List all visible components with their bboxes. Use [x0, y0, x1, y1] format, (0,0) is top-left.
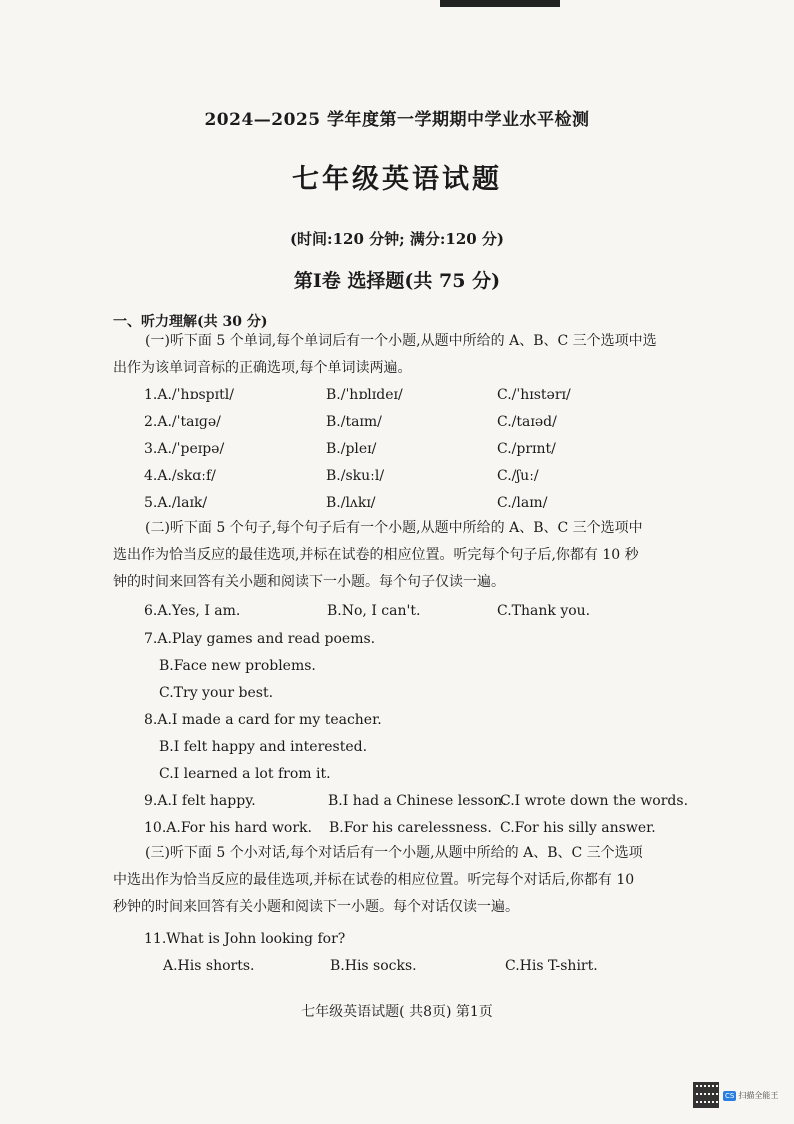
section1-instructions	[113, 328, 657, 382]
section3-instr-line1: (三)听下面 5 个小对话,每个对话后有一个小题,从题中所给的 A、B、C 三个选项	[145, 845, 643, 861]
q2-option-c: C./taɪəd/	[497, 414, 557, 430]
q6-option-b: B.No, I can't.	[327, 603, 421, 619]
q9-option-b: B.I had a Chinese lesson.	[328, 793, 507, 809]
page-footer: 七年级英语试题( 共8页) 第1页	[301, 1004, 493, 1020]
q11-option-a: A.His shorts.	[163, 958, 255, 974]
q8-option-a: 8.A.I made a card for my teacher.	[144, 712, 382, 728]
q5-option-b: B./lʌkɪ/	[326, 495, 376, 511]
q11-option-b: B.His socks.	[330, 958, 417, 974]
q3-option-a: 3.A./ˈpeɪpə/	[144, 441, 225, 457]
q8-option-c: C.I learned a lot from it.	[159, 766, 331, 782]
scanner-name: 扫描全能王	[738, 1090, 779, 1100]
scanner-watermark	[693, 1080, 785, 1110]
q3-option-b: B./pleɪ/	[326, 441, 377, 457]
q6-option-c: C.Thank you.	[497, 603, 591, 619]
q4-option-b: B./skuːl/	[326, 468, 385, 484]
section2-instr-line1: (二)听下面 5 个句子,每个句子后有一个小题,从题中所给的 A、B、C 三个选项中	[145, 520, 643, 536]
q6-option-a: 6.A.Yes, I am.	[144, 603, 241, 619]
section2-instr-line3: 钟的时间来回答有关小题和阅读下一小题。每个句子仅读一遍。	[113, 574, 505, 590]
q9-option-a: 9.A.I felt happy.	[144, 793, 256, 809]
q2-option-b: B./taɪm/	[326, 414, 382, 430]
section2-instr-line2: 选出作为恰当反应的最佳选项,并标在试卷的相应位置。听完每个句子后,你都有 10 秒	[113, 547, 639, 563]
part1-title: 一、听力理解(共 30 分)	[113, 314, 268, 330]
section3-instructions	[113, 840, 643, 921]
q2-option-a: 2.A./ˈtaɪɡə/	[144, 414, 221, 430]
exam-info: (时间:120 分钟; 满分:120 分)	[289, 230, 505, 248]
q1-option-b: B./ˈhɒlɪdeɪ/	[326, 387, 403, 403]
section3-instr-line2: 中选出作为恰当反应的最佳选项,并标在试卷的相应位置。听完每个对话后,你都有 10	[113, 872, 635, 888]
q8-option-b: B.I felt happy and interested.	[159, 739, 368, 755]
q11-option-c: C.His T-shirt.	[505, 958, 598, 974]
q5-option-a: 5.A./laɪk/	[144, 495, 208, 511]
q9-option-c: C.I wrote down the words.	[500, 793, 689, 809]
section3-instr-line3: 秒钟的时间来回答有关小题和阅读下一小题。每个对话仅读一遍。	[113, 899, 519, 915]
q10-option-c: C.For his silly answer.	[500, 820, 656, 836]
q7-option-c: C.Try your best.	[159, 685, 274, 701]
exam-title: 2024—2025 学年度第一学期期中学业水平检测	[204, 110, 590, 130]
q10-option-a: 10.A.For his hard work.	[144, 820, 312, 836]
q1-option-c: C./ˈhɪstərɪ/	[497, 387, 571, 403]
q11-stem: 11.What is John looking for?	[144, 931, 346, 947]
section1-instr-line2: 出作为该单词音标的正确选项,每个单词读两遍。	[113, 360, 412, 376]
q7-option-b: B.Face new problems.	[159, 658, 316, 674]
q3-option-c: C./prɪnt/	[497, 441, 556, 457]
volume-title: 第Ⅰ卷 选择题(共 75 分)	[293, 270, 501, 292]
q1-option-a: 1.A./ˈhɒspɪtl/	[144, 387, 234, 403]
qr-code-icon	[693, 1082, 719, 1108]
section2-instructions	[113, 515, 643, 596]
subject-title: 七年级英语试题	[292, 164, 502, 195]
scan-edge-mark	[440, 0, 560, 7]
q5-option-c: C./laɪn/	[497, 495, 548, 511]
section1-instr-line1: (一)听下面 5 个单词,每个单词后有一个小题,从题中所给的 A、B、C 三个选项中选	[145, 333, 657, 349]
q4-option-a: 4.A./skɑːf/	[144, 468, 216, 484]
q7-option-a: 7.A.Play games and read poems.	[144, 631, 376, 647]
scanner-badge-text	[723, 1090, 778, 1101]
q4-option-c: C./ʃuː/	[497, 468, 539, 484]
scanner-logo: CS	[725, 1091, 735, 1100]
q10-option-b: B.For his carelessness.	[329, 820, 492, 836]
